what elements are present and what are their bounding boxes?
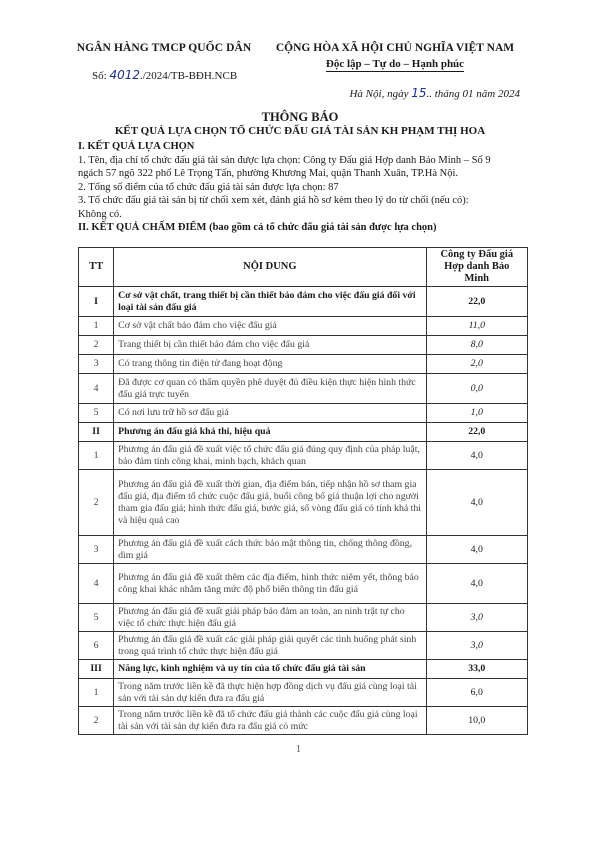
table-row xyxy=(79,470,528,536)
row-tt: 6 xyxy=(79,632,114,660)
row-score: 6,0 xyxy=(426,679,527,707)
table-row xyxy=(79,374,528,404)
date-line xyxy=(300,86,520,100)
row-tt: 4 xyxy=(79,374,114,404)
table-row xyxy=(79,679,528,707)
nation-title: CỘNG HÒA XÃ HỘI CHỦ NGHĨA VIỆT NAM xyxy=(275,42,515,54)
row-tt: II xyxy=(79,423,114,442)
table-row xyxy=(79,442,528,470)
col-tt-header: TT xyxy=(79,248,114,287)
row-content: Phương án đấu giá đề xuất việc tổ chức đấu giá đúng quy định của pháp luật, bảo đảm tính công khai, minh bạch, khách quan xyxy=(114,442,426,470)
row-tt: 5 xyxy=(79,404,114,423)
row-score: 33,0 xyxy=(426,660,527,679)
row-score: 1,0 xyxy=(426,404,527,423)
national-motto: Độc lập – Tự do – Hạnh phúc xyxy=(325,58,465,70)
national-header xyxy=(270,42,520,72)
row-content: Phương án đấu giá đề xuất cách thức bảo mật thông tin, chống thông đồng, dìm giá xyxy=(114,536,426,564)
row-score: 4,0 xyxy=(426,564,527,604)
section-1-line-3a: 3. Tổ chức đấu giá tài sản bị từ chối xem xét, đánh giá hồ sơ kèm theo lý do từ chối (nếu có): xyxy=(78,195,469,206)
table-row xyxy=(79,317,528,336)
col-content-header: NỘI DUNG xyxy=(114,248,426,287)
doc-number-suffix: ./2024/TB-BĐH.NCB xyxy=(139,70,238,82)
issuer-block xyxy=(64,42,264,54)
table-header-row xyxy=(79,248,528,287)
table-row xyxy=(79,604,528,632)
row-score: 8,0 xyxy=(426,336,527,355)
row-content: Phương án đấu giá khả thi, hiệu quả xyxy=(114,423,426,442)
date-day-handwritten: 15 xyxy=(411,86,427,100)
row-score: 4,0 xyxy=(426,442,527,470)
row-tt: 2 xyxy=(79,707,114,735)
row-content: Trang thiết bị cần thiết bảo đảm cho việc đấu giá xyxy=(114,336,426,355)
table-row-group-1 xyxy=(79,287,528,317)
row-score: 22,0 xyxy=(426,287,527,317)
section-1 xyxy=(78,140,528,235)
row-tt: 2 xyxy=(79,470,114,536)
row-tt: 5 xyxy=(79,604,114,632)
row-score: 4,0 xyxy=(426,470,527,536)
document-number xyxy=(92,68,237,82)
section-1-line-2: 2. Tổng số điểm của tổ chức đấu giá tài sản được lựa chọn: 87 xyxy=(78,181,339,193)
row-content: Cơ sở vật chất bảo đảm cho việc đấu giá xyxy=(114,317,426,336)
row-tt: 1 xyxy=(79,679,114,707)
row-tt: 1 xyxy=(79,442,114,470)
row-content: Có nơi lưu trữ hồ sơ đấu giá xyxy=(114,404,426,423)
section-2-title: II. KẾT QUẢ CHẤM ĐIỂM xyxy=(78,222,207,233)
doc-number-handwritten: 4012 xyxy=(109,68,140,82)
date-suffix: .. tháng 01 năm 2024 xyxy=(426,88,520,100)
row-content: Phương án đấu giá đề xuất thời gian, địa điểm bán, tiếp nhận hồ sơ tham gia đấu giá, địa điểm tổ chức cuộc đấu giá, buổi công bố giá thuận lợi cho người tham gia đấu giá; hình thức đấu giá, bước giá, số vòng đấu giá có tính khả thi và hiệu quả cao xyxy=(114,470,426,536)
col-company-header-line1: Công ty Đấu giá xyxy=(440,249,514,260)
table-row xyxy=(79,564,528,604)
col-company-header xyxy=(426,248,527,287)
section-2-heading xyxy=(78,221,528,235)
row-content: Có trang thông tin điện tử đang hoạt động xyxy=(114,355,426,374)
row-tt: 4 xyxy=(79,564,114,604)
row-tt: I xyxy=(79,287,114,317)
table-row xyxy=(79,707,528,735)
date-prefix: Hà Nội, ngày xyxy=(349,88,409,100)
col-company-header-line2: Hợp danh Bảo Minh xyxy=(444,261,510,284)
table-row xyxy=(79,632,528,660)
table-row xyxy=(79,355,528,374)
section-1-line-1b: ngách 57 ngõ 322 phố Lê Trọng Tấn, phường Khương Mai, quận Thanh Xuân, TP.Hà Nội. xyxy=(78,168,459,179)
section-1-line-1a: 1. Tên, địa chỉ tổ chức đấu giá tài sản được lựa chọn: Công ty Đấu giá Hợp danh Bảo Minh – Số 9 xyxy=(78,154,491,166)
table-row xyxy=(79,404,528,423)
table-row xyxy=(79,336,528,355)
row-score: 0,0 xyxy=(426,374,527,404)
row-content: Phương án đấu giá đề xuất các giải pháp giải quyết các tình huống phát sinh trong quá trình tổ chức thực hiện đấu giá xyxy=(114,632,426,660)
row-score: 3,0 xyxy=(426,604,527,632)
table-row-group-3 xyxy=(79,660,528,679)
row-content: Năng lực, kinh nghiệm và uy tín của tổ chức đấu giá tài sản xyxy=(114,660,426,679)
row-score: 22,0 xyxy=(426,423,527,442)
section-1-heading: I. KẾT QUẢ LỰA CHỌN xyxy=(78,141,195,152)
row-content: Phương án đấu giá đề xuất giải pháp bảo đảm an toàn, an ninh trật tự cho việc tổ chức thực hiện đấu giá xyxy=(114,604,426,632)
row-content: Trong năm trước liền kề đã tổ chức đấu giá thành các cuộc đấu giá cùng loại tài sản với tài sản dự kiến đưa ra đấu giá có mức xyxy=(114,707,426,735)
doc-number-prefix: Số: xyxy=(92,70,107,82)
row-tt: III xyxy=(79,660,114,679)
row-score: 3,0 xyxy=(426,632,527,660)
row-tt: 3 xyxy=(79,355,114,374)
section-2-note: (bao gồm cả tổ chức đấu giá tài sản được lựa chọn) xyxy=(209,222,437,233)
row-score: 4,0 xyxy=(426,536,527,564)
row-tt: 2 xyxy=(79,336,114,355)
row-score: 2,0 xyxy=(426,355,527,374)
row-content: Trong năm trước liền kề đã thực hiện hợp đồng dịch vụ đấu giá cùng loại tài sản với tài sản dự kiến đưa ra đấu giá xyxy=(114,679,426,707)
row-tt: 1 xyxy=(79,317,114,336)
table-row-group-2 xyxy=(79,423,528,442)
notice-title: THÔNG BÁO xyxy=(261,110,339,124)
table-row xyxy=(79,536,528,564)
row-score: 11,0 xyxy=(426,317,527,336)
row-tt: 3 xyxy=(79,536,114,564)
row-content: Cơ sở vật chất, trang thiết bị cần thiết bảo đảm cho việc đấu giá đối với loại tài sản đấu giá xyxy=(114,287,426,317)
row-content: Phương án đấu giá đề xuất thêm các địa điểm, hình thức niêm yết, thông báo công khai khác nhằm tăng mức độ phổ biến thông tin đấu giá xyxy=(114,564,426,604)
section-1-line-3b: Không có. xyxy=(78,208,122,220)
row-content: Đã được cơ quan có thẩm quyền phê duyệt đủ điều kiện thực hiện hình thức đấu giá trực tuyến xyxy=(114,374,426,404)
page-number: 1 xyxy=(296,744,301,755)
scoring-table xyxy=(78,247,528,735)
bank-name: NGÂN HÀNG TMCP QUỐC DÂN xyxy=(76,42,252,54)
row-score: 10,0 xyxy=(426,707,527,735)
notice-subtitle: KẾT QUẢ LỰA CHỌN TỔ CHỨC ĐẤU GIÁ TÀI SẢN KH PHẠM THỊ HOA xyxy=(114,125,486,137)
